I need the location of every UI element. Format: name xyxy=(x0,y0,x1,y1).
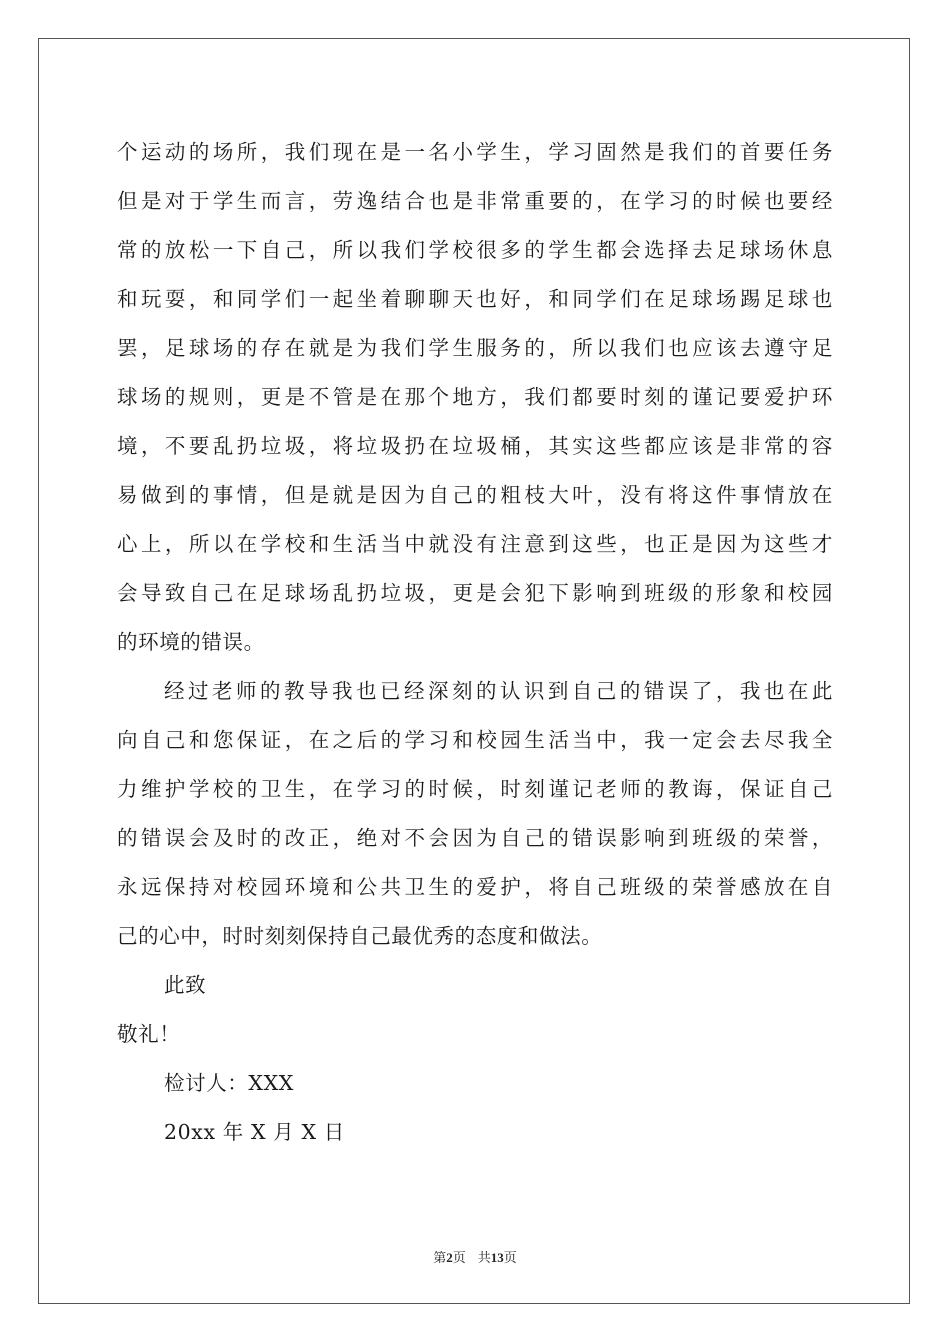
total-prefix: 共 xyxy=(477,1250,491,1265)
signature-author: 检讨人：XXX xyxy=(164,1071,294,1095)
total-pages: 13 xyxy=(490,1250,504,1265)
text-line: 易做到的事情，但是就是因为自己的粗枝大叶，没有将这件事情放在 xyxy=(117,483,833,507)
text-line: 的环境的错误。 xyxy=(117,630,265,654)
text-line: 球场的规则，更是不管是在那个地方，我们都要时刻的谨记要爱护环 xyxy=(117,385,833,409)
text-line: 和玩耍，和同学们一起坐着聊聊天也好，和同学们在足球场踢足球也 xyxy=(117,287,833,311)
signature-date: 20xx 年 X 月 X 日 xyxy=(164,1120,345,1144)
text-line: 的错误会及时的改正，绝对不会因为自己的错误影响到班级的荣誉， xyxy=(117,826,833,850)
paragraph-promise xyxy=(117,667,833,961)
text-line: 心上，所以在学校和生活当中就没有注意到这些，也正是因为这些才 xyxy=(117,532,833,556)
text-line: 经过老师的教导我也已经深刻的认识到自己的错误了，我也在此 xyxy=(164,679,833,703)
total-suffix: 页 xyxy=(503,1250,517,1265)
page-suffix: 页 xyxy=(452,1250,466,1265)
document-body xyxy=(117,128,833,1157)
page-footer xyxy=(0,1247,950,1266)
page-number: 2 xyxy=(446,1250,453,1265)
text-line: 境，不要乱扔垃圾，将垃圾扔在垃圾桶，其实这些都应该是非常的容 xyxy=(117,434,833,458)
text-line: 己的心中，时时刻刻保持自己最优秀的态度和做法。 xyxy=(117,924,603,948)
text-line: 会导致自己在足球场乱扔垃圾，更是会犯下影响到班级的形象和校园 xyxy=(117,581,833,605)
text-line: 向自己和您保证，在之后的学习和校园生活当中，我一定会去尽我全 xyxy=(117,728,833,752)
paragraph-continued xyxy=(117,128,833,667)
text-line: 但是对于学生而言，劳逸结合也是非常重要的，在学习的时候也要经 xyxy=(117,189,833,213)
closing-respect: 敬礼！ xyxy=(117,1022,181,1046)
text-line: 力维护学校的卫生，在学习的时候，时刻谨记老师的教诲，保证自己 xyxy=(117,777,833,801)
text-line: 罢，足球场的存在就是为我们学生服务的，所以我们也应该去遵守足 xyxy=(117,336,833,360)
page-prefix: 第 xyxy=(433,1250,447,1265)
closing-salutation: 此致 xyxy=(164,973,207,997)
text-line: 个运动的场所，我们现在是一名小学生，学习固然是我们的首要任务 xyxy=(117,140,833,164)
text-line: 常的放松一下自己，所以我们学校很多的学生都会选择去足球场休息 xyxy=(117,238,833,262)
text-line: 永远保持对校园环境和公共卫生的爱护，将自己班级的荣誉感放在自 xyxy=(117,875,833,899)
